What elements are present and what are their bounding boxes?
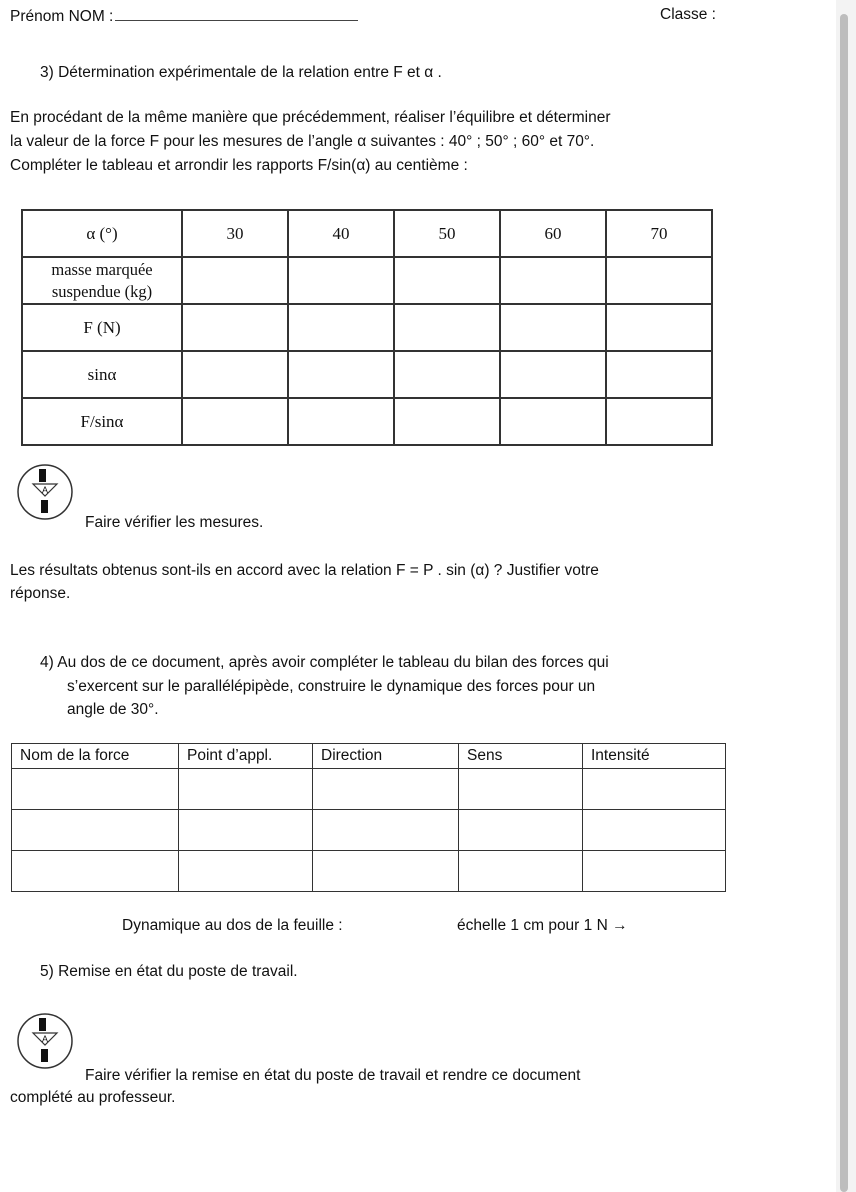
input-cell[interactable] (500, 351, 606, 398)
teacher-check-icon (16, 1012, 74, 1070)
input-cell[interactable] (313, 810, 459, 851)
scale-label: échelle 1 cm pour 1 N → (457, 917, 628, 934)
name-label: Prénom NOM : (10, 8, 114, 25)
input-cell[interactable] (459, 851, 583, 892)
name-blank-line (115, 6, 358, 21)
class-label: Classe : (660, 6, 716, 23)
question-line-2: réponse. (10, 585, 71, 602)
header-intensity: Intensité (583, 744, 726, 769)
section-4-line-2: s’exercent sur le parallélépipède, construire le dynamique des forces pour un (67, 678, 596, 695)
input-cell[interactable] (583, 810, 726, 851)
input-cell[interactable] (459, 810, 583, 851)
row-label-ratio: F/sinα (22, 398, 182, 445)
section-4-line-1: 4) Au dos de ce document, après avoir compléter le tableau du bilan des forces qui (40, 654, 609, 671)
input-cell[interactable] (606, 351, 712, 398)
check-cleanup-line-2: complété au professeur. (10, 1089, 176, 1106)
table-row (22, 257, 712, 304)
input-cell[interactable] (583, 851, 726, 892)
check-cleanup-line-1: Faire vérifier la remise en état du poste de travail et rendre ce document (85, 1067, 581, 1084)
section-4-line-3: angle de 30°. (67, 701, 159, 718)
input-cell[interactable] (313, 769, 459, 810)
header-cell-50: 50 (394, 210, 500, 257)
check-measures-text: Faire vérifier les mesures. (85, 514, 264, 531)
dynamics-label: Dynamique au dos de la feuille : (122, 917, 343, 934)
header-direction: Direction (313, 744, 459, 769)
header-cell-30: 30 (182, 210, 288, 257)
input-cell[interactable] (394, 351, 500, 398)
table-row (12, 851, 726, 892)
header-cell-60: 60 (500, 210, 606, 257)
header-application-point: Point d’appl. (179, 744, 313, 769)
row-label-force: F (N) (22, 304, 182, 351)
input-cell[interactable] (459, 769, 583, 810)
section-5-title: 5) Remise en état du poste de travail. (40, 963, 298, 980)
header-force-name: Nom de la force (12, 744, 179, 769)
input-cell[interactable] (179, 851, 313, 892)
input-cell[interactable] (179, 810, 313, 851)
section-3-title: 3) Détermination expérimentale de la relation entre F et α . (40, 64, 442, 81)
section-3-paragraph-line-3: Compléter le tableau et arrondir les rapports F/sin(α) au centième : (10, 157, 468, 174)
table-row (22, 304, 712, 351)
input-cell[interactable] (288, 351, 394, 398)
input-cell[interactable] (288, 257, 394, 304)
row-label-sin: sinα (22, 351, 182, 398)
table-header-row (12, 744, 726, 769)
measurement-table (21, 209, 713, 446)
teacher-check-letter: A (41, 485, 49, 495)
teacher-check-letter: A (41, 1034, 49, 1044)
input-cell[interactable] (182, 398, 288, 445)
input-cell[interactable] (394, 304, 500, 351)
input-cell[interactable] (606, 304, 712, 351)
input-cell[interactable] (288, 304, 394, 351)
input-cell[interactable] (179, 769, 313, 810)
input-cell[interactable] (182, 257, 288, 304)
input-cell[interactable] (394, 398, 500, 445)
input-cell[interactable] (182, 304, 288, 351)
header-cell-40: 40 (288, 210, 394, 257)
table-row (22, 398, 712, 445)
question-line-1: Les résultats obtenus sont-ils en accord avec la relation F = P . sin (α) ? Justifier votre (10, 562, 599, 579)
input-cell[interactable] (12, 851, 179, 892)
input-cell[interactable] (500, 257, 606, 304)
input-cell[interactable] (288, 398, 394, 445)
input-cell[interactable] (182, 351, 288, 398)
header-cell-angle: α (°) (22, 210, 182, 257)
input-cell[interactable] (394, 257, 500, 304)
header-sens: Sens (459, 744, 583, 769)
scrollbar-thumb[interactable] (840, 14, 848, 1192)
input-cell[interactable] (606, 257, 712, 304)
section-3-paragraph-line-1: En procédant de la même manière que précédemment, réaliser l’équilibre et déterminer (10, 109, 611, 126)
teacher-check-icon (16, 463, 74, 521)
table-row (12, 769, 726, 810)
table-header-row (22, 210, 712, 257)
input-cell[interactable] (583, 769, 726, 810)
input-cell[interactable] (606, 398, 712, 445)
input-cell[interactable] (500, 398, 606, 445)
input-cell[interactable] (313, 851, 459, 892)
forces-table (11, 743, 726, 892)
table-row (12, 810, 726, 851)
header-cell-70: 70 (606, 210, 712, 257)
section-3-paragraph-line-2: la valeur de la force F pour les mesures de l’angle α suivantes : 40° ; 50° ; 60° et 70°. (10, 133, 595, 150)
name-field (10, 6, 358, 26)
input-cell[interactable] (12, 769, 179, 810)
table-row (22, 351, 712, 398)
input-cell[interactable] (500, 304, 606, 351)
row-label-mass: masse marquée suspendue (kg) (22, 257, 182, 304)
input-cell[interactable] (12, 810, 179, 851)
